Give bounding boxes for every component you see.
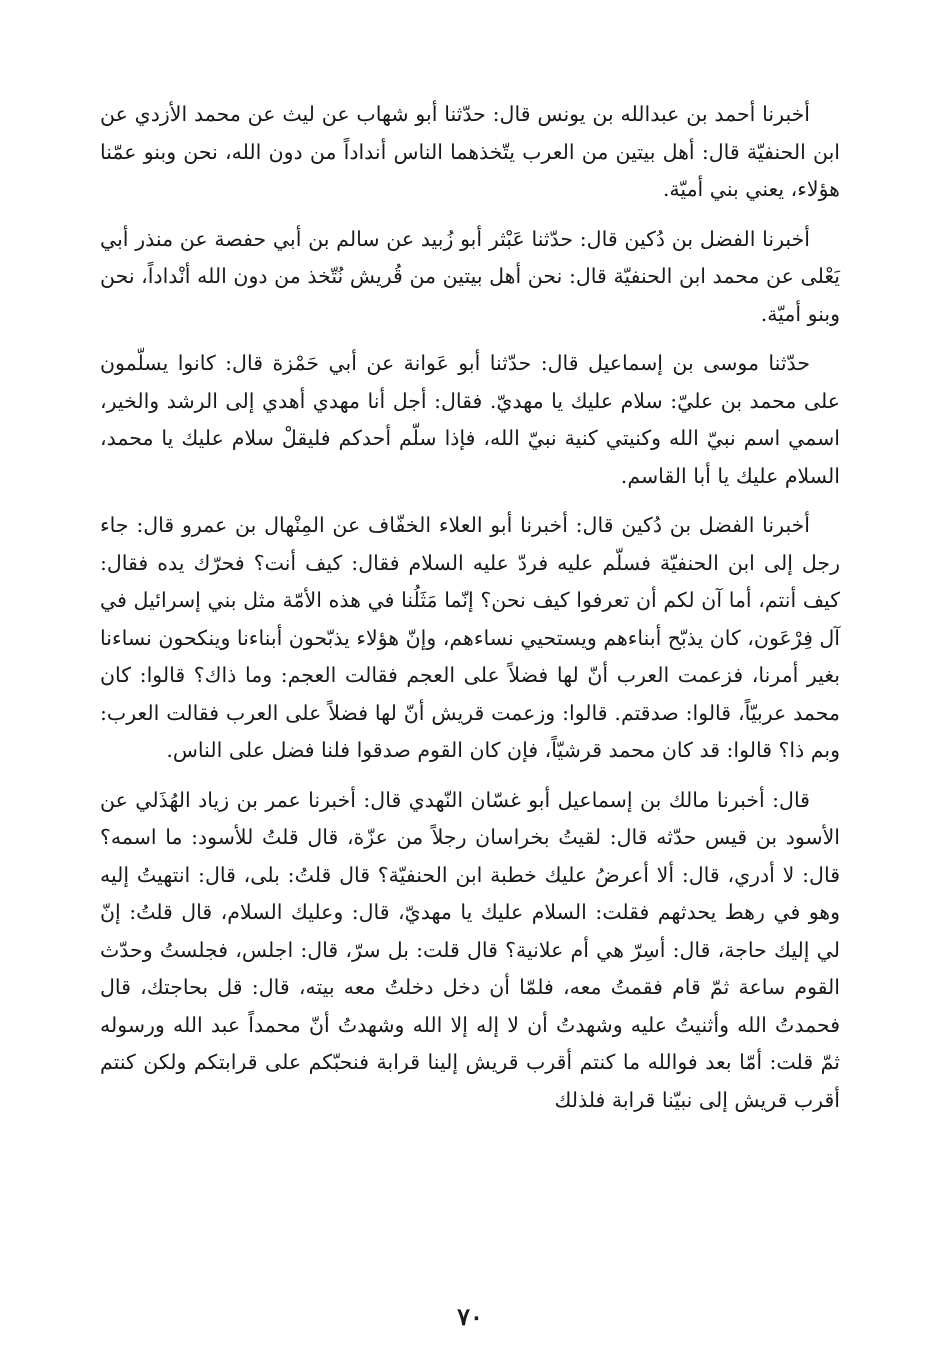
paragraph-1: أخبرنا أحمد بن عبدالله بن يونس قال: حدّثنا أبو شهاب عن ليث عن محمد الأزدي عن ابن الحنفيّة قال: أهل بيتين من العرب يتّخذهما الناس أنداداً من دون الله، نحن وبنو عمّنا هؤلاء، يعني بني أميّة. bbox=[100, 102, 840, 201]
paragraph-3: حدّثنا موسى بن إسماعيل قال: حدّثنا أبو عَوانة عن أبي حَمْزة قال: كانوا يسلّمون على محمد بن عليّ: سلام عليك يا مهديّ. فقال: أجل أنا مهدي أهدي إلى الرشد والخير، اسمي اسم نبيّ الله وكنيتي كنية نبيّ الله، فإذا سلّم أحدكم فليقلْ سلام عليك يا محمد، السلام عليك يا أبا القاسم. bbox=[100, 351, 840, 488]
body-text bbox=[100, 96, 840, 1131]
paragraph-4: أخبرنا الفضل بن دُكين قال: أخبرنا أبو العلاء الخفّاف عن المِنْهال بن عمرو قال: جاء رجل إلى ابن الحنفيّة فسلّم عليه فردّ عليه السلام فقال: كيف أنت؟ فحرّك يده فقال: كيف أنتم، أما آن لكم أن تعرفوا كيف نحن؟ إنّما مَثَلُنا في هذه الأمّة مثل بني إسرائيل في آل فِرْعَون، كان يذبّح أبناءهم ويستحيي نساءهم، وإنّ هؤلاء يذبّحون أبناءنا وينكحون نساءنا بغير أمرنا، فزعمت العرب أنّ لها فضلاً على العجم فقالت العجم: وما ذاك؟ قالوا: كان محمد عربيّاً، قالوا: صدقتم. قالوا: وزعمت قريش أنّ لها فضلاً على العرب فقالت العرب: وبم ذا؟ قالوا: قد كان محمد قرشيّاً، فإن كان القوم صدقوا فلنا فضل على الناس. bbox=[100, 513, 840, 762]
paragraph-2: أخبرنا الفضل بن دُكين قال: حدّثنا عَبْثر أبو زُبيد عن سالم بن أبي حفصة عن منذر أبي يَعْلى عن محمد ابن الحنفيّة قال: نحن أهل بيتين من قُريش نُتّخذ من دون الله أنْداداً، نحن وبنو أميّة. bbox=[100, 226, 840, 326]
paragraph-5: قال: أخبرنا مالك بن إسماعيل أبو غسّان النّهدي قال: أخبرنا عمر بن زياد الهُذَلي عن الأسود بن قيس حدّثه قال: لقيتُ بخراسان رجلاً من عزّة، قال قلتُ للأسود: ما اسمه؟ قال: لا أدري، قال: ألا أعرضُ عليك خطبة ابن الحنفيّة؟ قال قلتُ: بلى، قال: انتهيتُ إليه وهو في رهط يحدثهم فقلت: السلام عليك يا مهديّ، قال: وعليك السلام، قال قلتُ: إنّ لي إليك حاجة، قال: أسِرّ هي أم علانية؟ قال قلت: بل سرّ، قال: اجلس، فجلستُ وحدّث القوم ساعة ثمّ قام فقمتُ معه، فلمّا أن دخل دخلتُ معه بيته، قال: قل بحاجتك، قال فحمدتُ الله وأثنيتُ عليه وشهدتُ أن لا إله إلا الله وشهدتُ أنّ محمداً عبد الله ورسوله ثمّ قلت: أمّا بعد فوالله ما كنتم أقرب قريش إلينا قرابة فنحبّكم على قرابتكم ولكن كنتم أقرب قريش إلى نبيّنا قرابة فلذلك bbox=[100, 787, 840, 1112]
page-number: ٧٠ bbox=[457, 1302, 483, 1331]
